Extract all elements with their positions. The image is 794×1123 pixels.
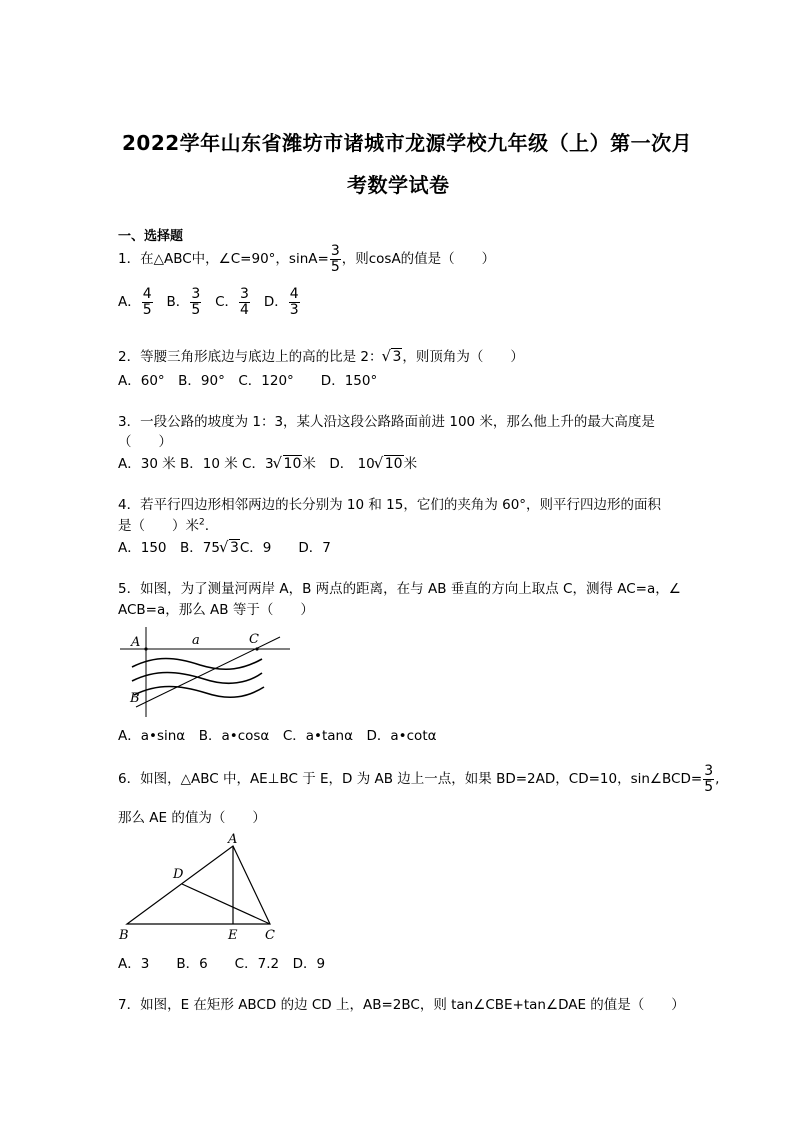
doc-title-line1: 2022学年山东省潍坊市诸城市龙源学校九年级（上）第一次月 <box>122 131 693 155</box>
q4-stem-text-b: . <box>204 518 210 534</box>
doc-title-line2: 考数学试卷 <box>347 173 450 197</box>
question-6-stem-line1 <box>118 764 719 794</box>
question-3-stem-line1: 3．一段公路的坡度为 1：3，某人沿这段公路路面前进 100 米，那么他上升的最大高度是 <box>118 414 655 430</box>
q1-option-d <box>263 286 301 318</box>
q1-option-a-den: 5 <box>142 301 152 318</box>
section-heading: 一、选择题 <box>118 229 184 244</box>
q5-wave-3 <box>134 687 264 698</box>
q1-option-a-num: 4 <box>142 286 152 302</box>
q4-sqrt-radicand: 3 <box>229 540 239 556</box>
q6-triangle-figure <box>115 830 290 945</box>
question-3-stem-line2: （ ） <box>118 434 172 450</box>
q5-figure-diagonal-line <box>136 637 280 707</box>
question-5-stem-line1: 5．如图，为了测量河两岸 A，B 两点的距离，在与 AB 垂直的方向上取点 C，测得 AC=a，∠ <box>118 581 681 597</box>
q1-option-b-label: B． <box>166 294 190 311</box>
q6-triangle-abc <box>127 846 270 924</box>
q1-option-d-den: 3 <box>289 301 299 318</box>
q5-point-a <box>144 647 147 650</box>
q3-options-text-a: A．30 米 B．10 米 C．3 <box>118 456 274 472</box>
q5-label-side-a: a <box>192 633 200 648</box>
q6-frac-num: 3 <box>704 763 714 779</box>
q6-stem-text-a: 6．如图，△ABC 中，AE⊥BC 于 E，D 为 AB 边上一点，如果 BD=2AD，CD=10，sin∠BCD= <box>118 771 703 788</box>
q5-label-a: A <box>131 635 141 650</box>
question-4-options <box>118 536 331 556</box>
q1-option-b-den: 5 <box>191 301 201 318</box>
q5-wave-1 <box>132 659 262 670</box>
q3-sqrt2-radicand: 10 <box>384 456 403 472</box>
question-2-options: A．60° B．90° C．120° D．150° <box>118 373 378 389</box>
q1-option-a-label: A． <box>118 294 141 311</box>
q1-option-b <box>166 286 203 318</box>
q5-label-c: C <box>249 632 259 647</box>
question-1-stem <box>118 244 495 274</box>
q4-stem-text-a: 是（ ）米 <box>118 518 199 534</box>
q3-unit1: 米 D． <box>302 456 354 472</box>
q3-unit2: 米 <box>403 456 418 472</box>
q6-segment-cd <box>182 884 270 924</box>
question-5-options: A．a•sinα B．a•cosα C．a•tanα D．a•cotα <box>118 728 437 744</box>
q3-sqrt1-radicand: 10 <box>283 456 302 472</box>
q1-option-b-num: 3 <box>191 286 201 302</box>
q3-coef2: 10 <box>357 456 375 472</box>
q1-fraction <box>330 244 341 274</box>
q4-superscript: 2 <box>199 517 205 528</box>
question-5-stem-line2: ACB=a，那么 AB 等于（ ） <box>118 602 314 618</box>
q1-option-d-num: 4 <box>289 286 299 302</box>
q2-sqrt-radicand: 3 <box>392 349 402 365</box>
q6-label-c: C <box>265 928 275 943</box>
q4-options-text-a: A．150 B．75 <box>118 540 220 556</box>
q1-option-c-label: C． <box>215 294 239 311</box>
q5-river-figure <box>118 625 298 720</box>
q1-option-c <box>215 286 251 318</box>
q2-sqrt <box>382 349 402 365</box>
question-4-stem-line2 <box>118 514 209 534</box>
q6-stem-text-b: , <box>715 771 720 788</box>
question-7-stem: 7．如图，E 在矩形 ABCD 的边 CD 上，AB=2BC，则 tan∠CBE+tan∠DAE 的值是（ ） <box>118 997 685 1013</box>
question-6-stem-line2: 那么 AE 的值为（ ） <box>118 810 266 826</box>
q6-label-a: A <box>228 832 238 847</box>
q2-stem-text-b: ，则顶角为（ ） <box>402 349 524 365</box>
question-2-stem <box>118 345 524 365</box>
q1-frac-num: 3 <box>330 243 340 259</box>
q1-frac-den: 5 <box>330 258 340 275</box>
q1-option-c-den: 4 <box>240 301 249 318</box>
q6-label-e: E <box>228 928 238 943</box>
q1-option-d-label: D． <box>263 294 288 311</box>
q1-stem-text-a: 1．在△ABC中，∠C=90°，sinA= <box>118 251 329 268</box>
q5-point-c <box>255 647 258 650</box>
q5-label-b: B <box>130 691 140 706</box>
question-4-stem-line1: 4．若平行四边形相邻两边的长分别为 10 和 15，它们的夹角为 60°，则平行四边形的面积 <box>118 497 662 513</box>
q6-label-d: D <box>173 867 184 882</box>
q2-stem-text-a: 2．等腰三角形底边与底边上的高的比是 2： <box>118 349 383 365</box>
q6-frac-den: 5 <box>704 778 714 795</box>
q1-stem-text-b: ，则cosA的值是（ ） <box>341 251 496 268</box>
q1-option-a <box>118 286 154 318</box>
q6-label-b: B <box>119 928 129 943</box>
q4-options-text-b: C．9 D．7 <box>239 540 331 556</box>
question-3-options <box>118 452 417 472</box>
question-1-options <box>118 287 301 317</box>
question-6-options: A．3 B．6 C．7.2 D．9 <box>118 956 326 972</box>
q1-option-c-num: 3 <box>240 286 249 302</box>
